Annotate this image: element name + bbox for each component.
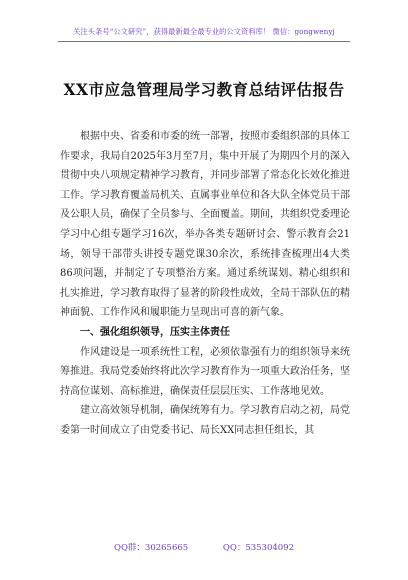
footer-contact bbox=[0, 541, 408, 553]
header-note: 关注头条号“公文研究”，获得最新最全最专业的公文资料库！ 微信：gongwenyj bbox=[73, 27, 335, 36]
section-heading: 一、强化组织领导，压实主体责任 bbox=[80, 326, 230, 338]
footer-qq: QQ：535304092 bbox=[222, 543, 294, 553]
document-title: XX市应急管理局学习教育总结评估报告 bbox=[63, 80, 345, 99]
section-paragraph: 作风建设是一项系统性工程，必须依靠强有力的组织领导来统筹推进。我局党委始终将此次学习教育作为一项重大政治任务，坚持高位谋划、高标推进，确保责任层层压实、工作落地见效。 bbox=[60, 346, 350, 397]
section-paragraph: 建立高效领导机制，确保统筹有力。学习教育启动之初，局党委第一时间成立了由党委书记、局长XX同志担任组长，其 bbox=[60, 405, 350, 436]
document-body bbox=[60, 127, 350, 441]
intro-paragraph: 根据中央、省委和市委的统一部署，按照市委组织部的具体工作要求，我局自2025年3月至7月，集中开展了为期四个月的深入贯彻中央八项规定精神学习教育，并同步部署了常态化长效化推进工作。学习教育覆盖局机关、直属事业单位和各大队全体党员干部及公职人员，确保了全员参与、全面覆盖。期间，共组织党委理论学习中心组专题学习16次，举办各类专题研讨会、警示教育会21场，领导干部带头讲授专题党课30余次，系统排查梳理出4大类86项问题，并制定了专项整治方案。通过系统谋划、精心组织和扎实推进，学习教育取得了显著的阶段性成效，全局干部队伍的精神面貌、工作作风和履职能力呈现出可喜的新气象。 bbox=[60, 131, 350, 319]
header-divider bbox=[58, 41, 350, 42]
footer-qq-group: QQ群：30265665 bbox=[113, 543, 189, 553]
